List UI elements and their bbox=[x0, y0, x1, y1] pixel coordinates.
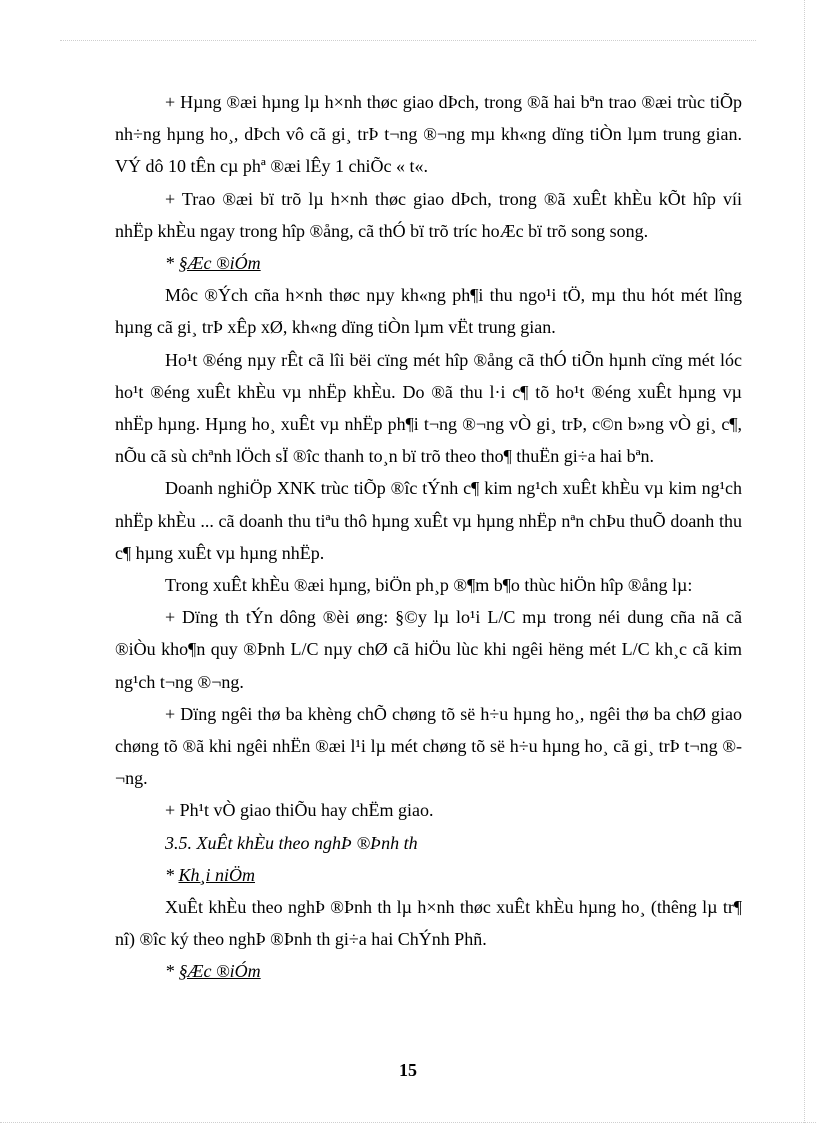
section-heading-characteristics bbox=[115, 247, 742, 279]
heading-label: §Æc ®iÓm bbox=[178, 253, 261, 274]
paragraph-reciprocal-lc: + Dïng th tÝn dông ®èi øng: §©y lµ lo¹i L/C mµ trong néi dung cña nã cã ®iÒu kho¶n quy ®Þnh L/C nµy chØ cã hiÖu lùc khi ngêi hëng mét L/C kh¸c cã kim ng¹ch t¬ng ®¬ng. bbox=[115, 607, 742, 692]
paragraph-purpose: Môc ®Ých cña h×nh thøc nµy kh«ng ph¶i thu ngo¹i tÖ, mµ thu hót mét lîng hµng cã gi¸ trÞ xÊp xØ, kh«ng dïng tiÒn lµm vËt trung gian. bbox=[115, 285, 742, 338]
paragraph-benefit: Ho¹t ®éng nµy rÊt cã lîi bëi cïng mét hîp ®ång cã thÓ tiÕn hµnh cïng mét lóc ho¹t ®éng xuÊt khÈu vµ nhËp khÈu. Do ®ã thu l·i c¶ tõ ho¹t ®éng xuÊt hµng vµ nhËp hµng. Hµng ho¸ xuÊt vµ nhËp ph¶i t¬ng ®¬ng vÒ gi¸ trÞ, c©n b»ng vÒ gi¸ c¶, nÕu cã sù chªnh lÖch sÏ ®îc thanh to¸n bï trõ theo tho¶ thuËn gi÷a hai bªn. bbox=[115, 349, 742, 467]
paragraph-penalty: + Ph¹t vÒ giao thiÕu hay chËm giao. bbox=[165, 800, 434, 821]
paragraph-enterprise-turnover: Doanh nghiÖp XNK trùc tiÕp ®îc tÝnh c¶ kim ng¹ch xuÊt khÈu vµ kim ng¹ch nhËp khÈu ... cã doanh thu tiªu thô hµng xuÊt vµ hµng nhËp nªn chÞu thuÕ doanh thu c¶ hµng xuÊt vµ hµng nhËp. bbox=[115, 478, 742, 563]
heading-prefix: * bbox=[165, 961, 179, 982]
heading-label: 3.5. XuÊt khÈu theo nghÞ ®Þnh th bbox=[165, 832, 418, 853]
document-body bbox=[115, 86, 742, 988]
paragraph-protocol-definition: XuÊt khÈu theo nghÞ ®Þnh th lµ h×nh thøc xuÊt khÈu hµng ho¸ (thêng lµ tr¶ nî) ®îc ký theo nghÞ ®Þnh th gi÷a hai ChÝnh Phñ. bbox=[115, 897, 742, 950]
paragraph-offset-trade-definition: + Trao ®æi bï trõ lµ h×nh thøc giao dÞch, trong ®ã xuÊt khÈu kÕt hîp víi nhËp khÈu ngay trong hîp ®ång, cã thÓ bï trõ tríc hoÆc bï trõ song song. bbox=[115, 188, 742, 241]
page-number: 15 bbox=[399, 1060, 417, 1080]
paragraph-third-party: + Dïng ngêi thø ba khèng chÕ chøng tõ së h÷u hµng ho¸, ngêi thø ba chØ giao chøng tõ ®ã khi ngêi nhËn ®æi l¹i lµ mét chøng tõ së h÷u hµng ho¸ cã gi¸ trÞ t¬ng ®¬ng. bbox=[115, 703, 742, 789]
heading-label: §Æc ®iÓm bbox=[178, 961, 261, 982]
section-heading-protocol-export bbox=[115, 827, 742, 859]
page-border-top bbox=[60, 40, 756, 41]
page-border-right bbox=[804, 0, 805, 1123]
heading-prefix: * bbox=[165, 253, 179, 274]
heading-prefix: * bbox=[165, 864, 179, 885]
section-heading-characteristics-2 bbox=[115, 955, 742, 987]
section-heading-concept bbox=[115, 859, 742, 891]
heading-label: Kh¸i niÖm bbox=[178, 864, 255, 885]
paragraph-guarantee-intro: Trong xuÊt khÈu ®æi hµng, biÖn ph¸p ®¶m b¶o thùc hiÖn hîp ®ång lµ: bbox=[165, 575, 693, 596]
paragraph-barter-definition: + Hµng ®æi hµng lµ h×nh thøc giao dÞch, trong ®ã hai bªn trao ®æi trùc tiÕp nh÷ng hµng ho¸, dÞch vô cã gi¸ trÞ t¬ng ®¬ng mµ kh«ng dïng tiÒn lµm trung gian. VÝ dô 10 tÊn cµ phª ®æi lÊy 1 chiÕc « t«. bbox=[115, 92, 742, 177]
